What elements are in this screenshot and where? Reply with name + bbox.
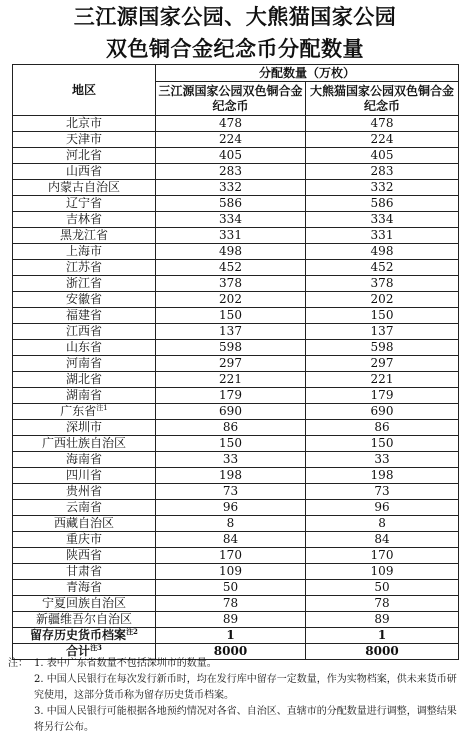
giant-panda-quantity-cell: 198 xyxy=(306,468,459,484)
sanjiangyuan-quantity-cell: 84 xyxy=(156,532,306,548)
title-line-2: 双色铜合金纪念币分配数量 xyxy=(106,36,364,61)
giant-panda-quantity-cell: 137 xyxy=(306,324,459,340)
table-row xyxy=(13,132,459,148)
region-name: 江苏省 xyxy=(65,260,102,274)
table-row xyxy=(13,292,459,308)
sanjiangyuan-quantity-cell: 586 xyxy=(156,196,306,212)
sanjiangyuan-quantity-cell: 86 xyxy=(156,420,306,436)
giant-panda-quantity-cell: 498 xyxy=(306,244,459,260)
giant-panda-quantity-cell: 224 xyxy=(306,132,459,148)
region-cell xyxy=(13,164,156,180)
table-row xyxy=(13,244,459,260)
region-cell xyxy=(13,452,156,468)
region-cell xyxy=(13,468,156,484)
giant-panda-quantity-cell: 331 xyxy=(306,228,459,244)
footnote-text: 2. 中国人民银行在每次发行新币时，均在发行库中留存一定数量，作为实物档案，供未来货币研究使用，这部分货币称为留存历史货币档案。 xyxy=(34,674,457,701)
sanjiangyuan-quantity-cell: 33 xyxy=(156,452,306,468)
sanjiangyuan-quantity-cell: 179 xyxy=(156,388,306,404)
sanjiangyuan-quantity-cell: 150 xyxy=(156,436,306,452)
giant-panda-quantity-cell: 150 xyxy=(306,436,459,452)
region-cell xyxy=(13,500,156,516)
table-row xyxy=(13,420,459,436)
sanjiangyuan-quantity-cell: 378 xyxy=(156,276,306,292)
region-name: 黑龙江省 xyxy=(59,228,108,242)
region-name: 河北省 xyxy=(65,148,102,162)
footnote-marker: 注3 xyxy=(90,643,102,652)
giant-panda-quantity-cell: 332 xyxy=(306,180,459,196)
region-cell xyxy=(13,228,156,244)
table-row xyxy=(13,308,459,324)
sanjiangyuan-quantity-cell: 8000 xyxy=(156,644,306,660)
footnote-marker: 注2 xyxy=(126,627,138,636)
region-name: 留存历史货币档案 xyxy=(30,628,127,642)
region-cell xyxy=(13,388,156,404)
giant-panda-quantity-cell: 598 xyxy=(306,340,459,356)
sanjiangyuan-quantity-cell: 283 xyxy=(156,164,306,180)
region-name: 海南省 xyxy=(65,452,102,466)
header-sanjiangyuan-coin: 三江源国家公园双色铜合金纪念币 xyxy=(156,82,306,116)
region-name: 合计 xyxy=(66,644,91,658)
table-row xyxy=(13,580,459,596)
region-cell xyxy=(13,564,156,580)
region-name: 西藏自治区 xyxy=(53,516,114,530)
giant-panda-quantity-cell: 8000 xyxy=(306,644,459,660)
giant-panda-quantity-cell: 690 xyxy=(306,404,459,420)
table-row xyxy=(13,212,459,228)
table-row xyxy=(13,324,459,340)
giant-panda-quantity-cell: 73 xyxy=(306,484,459,500)
region-name: 新疆维吾尔自治区 xyxy=(35,612,132,626)
table-row xyxy=(13,228,459,244)
region-cell xyxy=(13,180,156,196)
region-cell xyxy=(13,484,156,500)
table-row xyxy=(13,500,459,516)
region-name: 河南省 xyxy=(65,356,102,370)
sanjiangyuan-quantity-cell: 89 xyxy=(156,612,306,628)
table-row xyxy=(13,404,459,420)
giant-panda-quantity-cell: 8 xyxy=(306,516,459,532)
region-cell xyxy=(13,212,156,228)
giant-panda-quantity-cell: 478 xyxy=(306,116,459,132)
footnote-2 xyxy=(8,672,464,704)
table-row xyxy=(13,628,459,644)
giant-panda-quantity-cell: 378 xyxy=(306,276,459,292)
region-cell xyxy=(13,308,156,324)
region-name: 福建省 xyxy=(65,308,102,322)
notes-label: 注： xyxy=(8,658,28,669)
region-cell xyxy=(13,532,156,548)
sanjiangyuan-quantity-cell: 331 xyxy=(156,228,306,244)
sanjiangyuan-quantity-cell: 405 xyxy=(156,148,306,164)
giant-panda-quantity-cell: 86 xyxy=(306,420,459,436)
table-row xyxy=(13,276,459,292)
region-cell xyxy=(13,580,156,596)
sanjiangyuan-quantity-cell: 498 xyxy=(156,244,306,260)
footnote-1 xyxy=(8,656,464,672)
giant-panda-quantity-cell: 109 xyxy=(306,564,459,580)
region-name: 浙江省 xyxy=(65,276,102,290)
region-name: 云南省 xyxy=(65,500,102,514)
sanjiangyuan-quantity-cell: 109 xyxy=(156,564,306,580)
table-row xyxy=(13,372,459,388)
giant-panda-quantity-cell: 586 xyxy=(306,196,459,212)
sanjiangyuan-quantity-cell: 73 xyxy=(156,484,306,500)
table-row xyxy=(13,196,459,212)
footnote-marker: 注1 xyxy=(96,404,108,412)
region-cell xyxy=(13,612,156,628)
region-cell xyxy=(13,196,156,212)
giant-panda-quantity-cell: 78 xyxy=(306,596,459,612)
region-name: 安徽省 xyxy=(65,292,102,306)
giant-panda-quantity-cell: 84 xyxy=(306,532,459,548)
title-line-1: 三江源国家公园、大熊猫国家公园 xyxy=(73,4,397,29)
sanjiangyuan-quantity-cell: 690 xyxy=(156,404,306,420)
table-row xyxy=(13,340,459,356)
sanjiangyuan-quantity-cell: 478 xyxy=(156,116,306,132)
table-row xyxy=(13,356,459,372)
region-name: 深圳市 xyxy=(65,420,102,434)
sanjiangyuan-quantity-cell: 598 xyxy=(156,340,306,356)
giant-panda-quantity-cell: 33 xyxy=(306,452,459,468)
region-name: 山东省 xyxy=(65,340,102,354)
table-row xyxy=(13,116,459,132)
region-name: 内蒙古自治区 xyxy=(47,180,120,194)
region-name: 山西省 xyxy=(65,164,102,178)
footnote-3 xyxy=(8,704,464,736)
table-row xyxy=(13,468,459,484)
giant-panda-quantity-cell: 96 xyxy=(306,500,459,516)
giant-panda-quantity-cell: 334 xyxy=(306,212,459,228)
footnotes xyxy=(8,656,464,736)
giant-panda-quantity-cell: 452 xyxy=(306,260,459,276)
table-row xyxy=(13,548,459,564)
region-name: 北京市 xyxy=(65,116,102,130)
sanjiangyuan-quantity-cell: 297 xyxy=(156,356,306,372)
table-row xyxy=(13,484,459,500)
giant-panda-quantity-cell: 89 xyxy=(306,612,459,628)
region-cell xyxy=(13,372,156,388)
header-region: 地区 xyxy=(13,65,156,116)
table-row xyxy=(13,180,459,196)
table-row xyxy=(13,612,459,628)
table-row xyxy=(13,532,459,548)
giant-panda-quantity-cell: 221 xyxy=(306,372,459,388)
footnote-text: 3. 中国人民银行可能根据各地预约情况对各省、自治区、直辖市的分配数量进行调整，调整结果将另行公布。 xyxy=(34,706,457,733)
sanjiangyuan-quantity-cell: 224 xyxy=(156,132,306,148)
region-name: 江西省 xyxy=(65,324,102,338)
table-row xyxy=(13,564,459,580)
sanjiangyuan-quantity-cell: 50 xyxy=(156,580,306,596)
giant-panda-quantity-cell: 297 xyxy=(306,356,459,372)
region-cell xyxy=(13,404,156,420)
region-cell xyxy=(13,516,156,532)
sanjiangyuan-quantity-cell: 96 xyxy=(156,500,306,516)
table-row xyxy=(13,260,459,276)
sanjiangyuan-quantity-cell: 150 xyxy=(156,308,306,324)
region-name: 广东省 xyxy=(60,404,97,418)
giant-panda-quantity-cell: 50 xyxy=(306,580,459,596)
region-name: 青海省 xyxy=(65,580,102,594)
region-cell xyxy=(13,420,156,436)
region-name: 重庆市 xyxy=(65,532,102,546)
region-cell xyxy=(13,116,156,132)
giant-panda-quantity-cell: 1 xyxy=(306,628,459,644)
region-name: 吉林省 xyxy=(65,212,102,226)
header-giant-panda-coin: 大熊猫国家公园双色铜合金纪念币 xyxy=(306,82,459,116)
region-cell xyxy=(13,356,156,372)
table-row xyxy=(13,596,459,612)
sanjiangyuan-quantity-cell: 78 xyxy=(156,596,306,612)
sanjiangyuan-quantity-cell: 334 xyxy=(156,212,306,228)
region-name: 广西壮族自治区 xyxy=(41,436,126,450)
region-name: 湖南省 xyxy=(65,388,102,402)
sanjiangyuan-quantity-cell: 137 xyxy=(156,324,306,340)
sanjiangyuan-quantity-cell: 8 xyxy=(156,516,306,532)
region-name: 辽宁省 xyxy=(65,196,102,210)
table-row xyxy=(13,452,459,468)
region-name: 湖北省 xyxy=(65,372,102,386)
region-cell xyxy=(13,436,156,452)
region-cell xyxy=(13,292,156,308)
region-cell xyxy=(13,148,156,164)
sanjiangyuan-quantity-cell: 221 xyxy=(156,372,306,388)
table-row xyxy=(13,436,459,452)
sanjiangyuan-quantity-cell: 170 xyxy=(156,548,306,564)
footnote-text: 1. 表中广东省数量不包括深圳市的数量。 xyxy=(34,658,217,669)
sanjiangyuan-quantity-cell: 202 xyxy=(156,292,306,308)
giant-panda-quantity-cell: 283 xyxy=(306,164,459,180)
table-row xyxy=(13,148,459,164)
region-cell xyxy=(13,324,156,340)
table-row xyxy=(13,516,459,532)
region-name: 陕西省 xyxy=(65,548,102,562)
header-quantity-group: 分配数量（万枚） xyxy=(156,65,459,82)
region-name: 上海市 xyxy=(65,244,102,258)
region-name: 宁夏回族自治区 xyxy=(41,596,126,610)
sanjiangyuan-quantity-cell: 332 xyxy=(156,180,306,196)
region-cell xyxy=(13,628,156,644)
sanjiangyuan-quantity-cell: 1 xyxy=(156,628,306,644)
region-cell xyxy=(13,596,156,612)
region-name: 四川省 xyxy=(65,468,102,482)
giant-panda-quantity-cell: 405 xyxy=(306,148,459,164)
region-cell xyxy=(13,340,156,356)
giant-panda-quantity-cell: 179 xyxy=(306,388,459,404)
region-cell xyxy=(13,276,156,292)
region-cell xyxy=(13,260,156,276)
region-name: 天津市 xyxy=(65,132,102,146)
region-name: 甘肃省 xyxy=(65,564,102,578)
giant-panda-quantity-cell: 150 xyxy=(306,308,459,324)
sanjiangyuan-quantity-cell: 452 xyxy=(156,260,306,276)
region-name: 贵州省 xyxy=(65,484,102,498)
table-row xyxy=(13,388,459,404)
region-cell xyxy=(13,132,156,148)
giant-panda-quantity-cell: 170 xyxy=(306,548,459,564)
sanjiangyuan-quantity-cell: 198 xyxy=(156,468,306,484)
region-cell xyxy=(13,548,156,564)
distribution-table xyxy=(12,64,459,660)
table-row xyxy=(13,164,459,180)
giant-panda-quantity-cell: 202 xyxy=(306,292,459,308)
region-cell xyxy=(13,244,156,260)
